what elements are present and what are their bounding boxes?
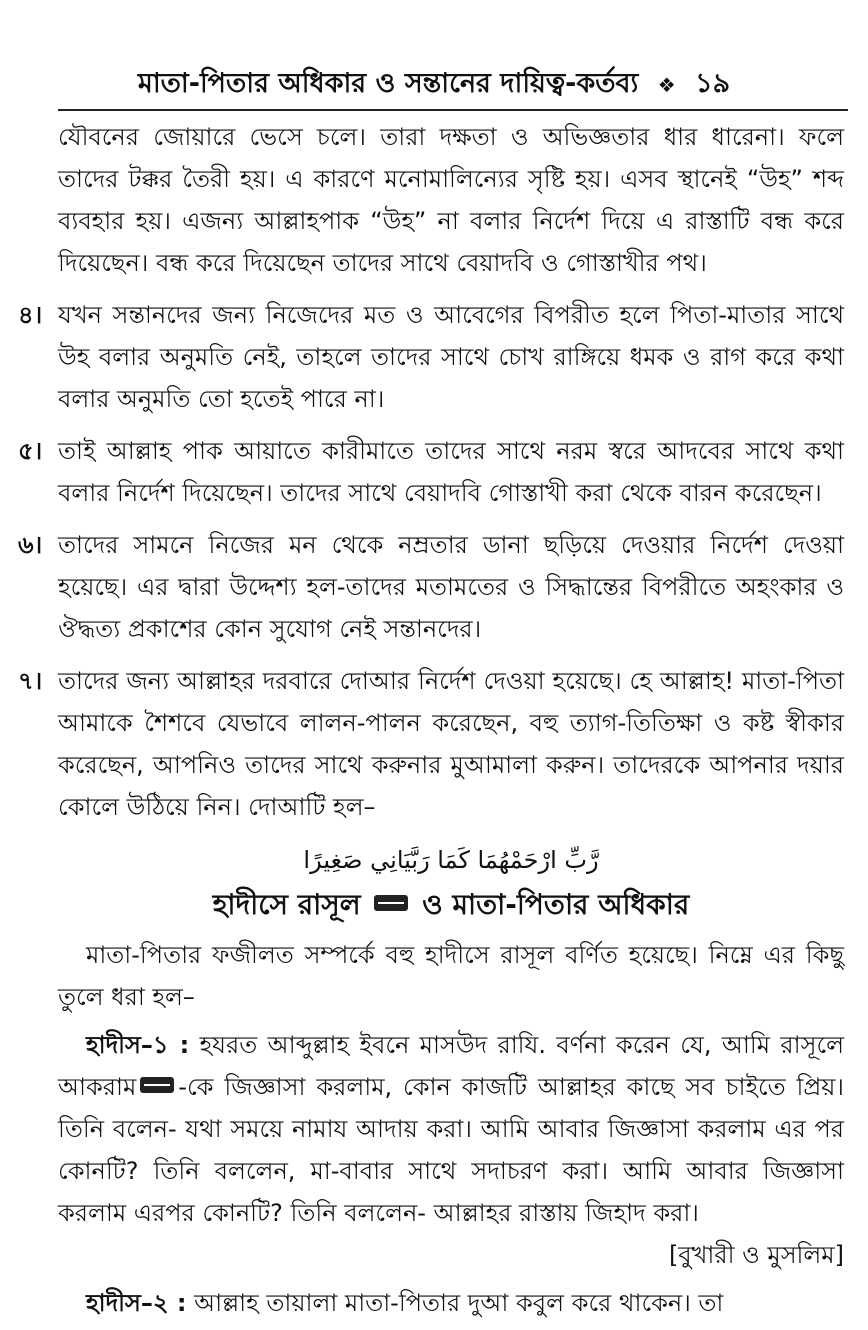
page-body [18,116,844,1330]
hadith-text-b: -কে জিজ্ঞাসা করলাম, কোন কাজটি আল্লাহর কাছে সব চাইতে প্রিয়। তিনি বলেন- যথা সময়ে নামায আদায় করা। আমি আবার জিজ্ঞাসা করলাম এর পর কোনটি? তিনি বললেন, মা-বাবার সাথে সদাচরণ করা। আমি আবার জিজ্ঞাসা করলাম এরপর কোনটি? তিনি বললেন- আল্লাহর রাস্তায় জিহাদ করা। [58,1073,844,1227]
header-rule [58,109,848,111]
hadith-1 [58,1024,844,1276]
hadith-text: আল্লাহ তায়ালা মাতা-পিতার দুআ কবুল করে থাকেন। তা [194,1289,724,1317]
list-item-7 [18,660,844,828]
hadith-text-a: হযরত আব্দুল্লাহ ইবনে মাসউদ রাযি. বর্ণনা করেন যে, আমি রাসূলে আকরাম [58,1031,844,1101]
hadith-label: হাদীস–১ : [86,1031,190,1059]
list-item-6 [18,524,844,650]
header-title: মাতা-পিতার অধিকার ও সন্তানের দায়িত্ব-কর্তব্য [137,68,639,99]
section-title-part2: ও মাতা-পিতার অধিকার [422,888,690,921]
item-number: ৪। [18,301,43,329]
item-text: তাদের জন্য আল্লাহর দরবারে দোআর নির্দেশ দেওয়া হয়েছে। হে আল্লাহ! মাতা-পিতা আমাকে শৈশবে যেভাবে লালন-পালন করেছেন, বহু ত্যাগ-তিতিক্ষা ও কষ্ট স্বীকার করেছেন, আপনিও তাদের সাথে করুনার মুআমালা করুন। তাদেরকে আপনার দয়ার কোলে উঠিয়ে নিন। দোআটি হল– [58,667,844,821]
hadith-2 [58,1282,844,1324]
item-text: তাদের সামনে নিজের মন থেকে নম্রতার ডানা ছড়িয়ে দেওয়ার নির্দেশ দেওয়া হয়েছে। এর দ্বারা উদ্দেশ্য হল-তাদের মতামতের ও সিদ্ধান্তের বিপরীতে অহংকার ও ঔদ্ধত্য প্রকাশের কোন সুযোগ নেই সন্তানদের। [58,531,844,643]
hadith-label: হাদীস–২ : [86,1289,187,1317]
list-item-4 [18,294,844,420]
item-text: যখন সন্তানদের জন্য নিজেদের মত ও আবেগের বিপরীত হলে পিতা-মাতার সাথে উহ বলার অনুমতি নেই, তাহলে তাদের সাথে চোখ রাঙ্গিয়ে ধমক ও রাগ করে কথা বলার অনুমতি তো হতেই পারে না। [58,301,844,413]
section-heading [58,882,844,928]
item-number: ৬। [18,531,43,559]
item-text: তাই আল্লাহ পাক আয়াতে কারীমাতে তাদের সাথে নরম স্বরে আদবের সাথে কথা বলার নির্দেশ দিয়েছেন। তাদের সাথে বেয়াদবি গোস্তাখী করা থেকে বারন করেছেন। [58,437,844,507]
hadith-reference: [বুখারী ও মুসলিম] [668,1241,844,1269]
running-header [20,64,848,105]
continuation-paragraph: যৌবনের জোয়ারে ভেসে চলে। তারা দক্ষতা ও অভিজ্ঞতার ধার ধারেনা। ফলে তাদের টক্কর তৈরী হয়। এ কারণে মনোমালিন্যের সৃষ্টি হয়। এসব স্থানেই “উহ” শব্দ ব্যবহার হয়। এজন্য আল্লাহপাক “উহ” না বলার নির্দেশ দিয়ে এ রাস্তাটি বন্ধ করে দিয়েছেন। বন্ধ করে দিয়েছেন তাদের সাথে বেয়াদবি ও গোস্তাখীর পথ। [58,123,844,277]
salutation-seal-icon [374,895,408,911]
ornament-icon: ❖ [657,73,676,97]
salutation-seal-icon [140,1077,174,1093]
intro-paragraph: মাতা-পিতার ফজীলত সম্পর্কে বহু হাদীসে রাসূল বর্ণিত হয়েছে। নিম্নে এর কিছু তুলে ধরা হল– [58,941,844,1011]
item-number: ৭। [18,667,43,695]
page-number: ১৯ [695,68,731,99]
item-number: ৫। [18,437,43,465]
section-title-part1: হাদীসে রাসূল [212,888,361,921]
arabic-verse: رَّبِّ ارْحَمْهُمَا كَمَا رَبَّيَانِي صَغِيرًا [303,846,599,874]
list-item-5 [18,430,844,514]
